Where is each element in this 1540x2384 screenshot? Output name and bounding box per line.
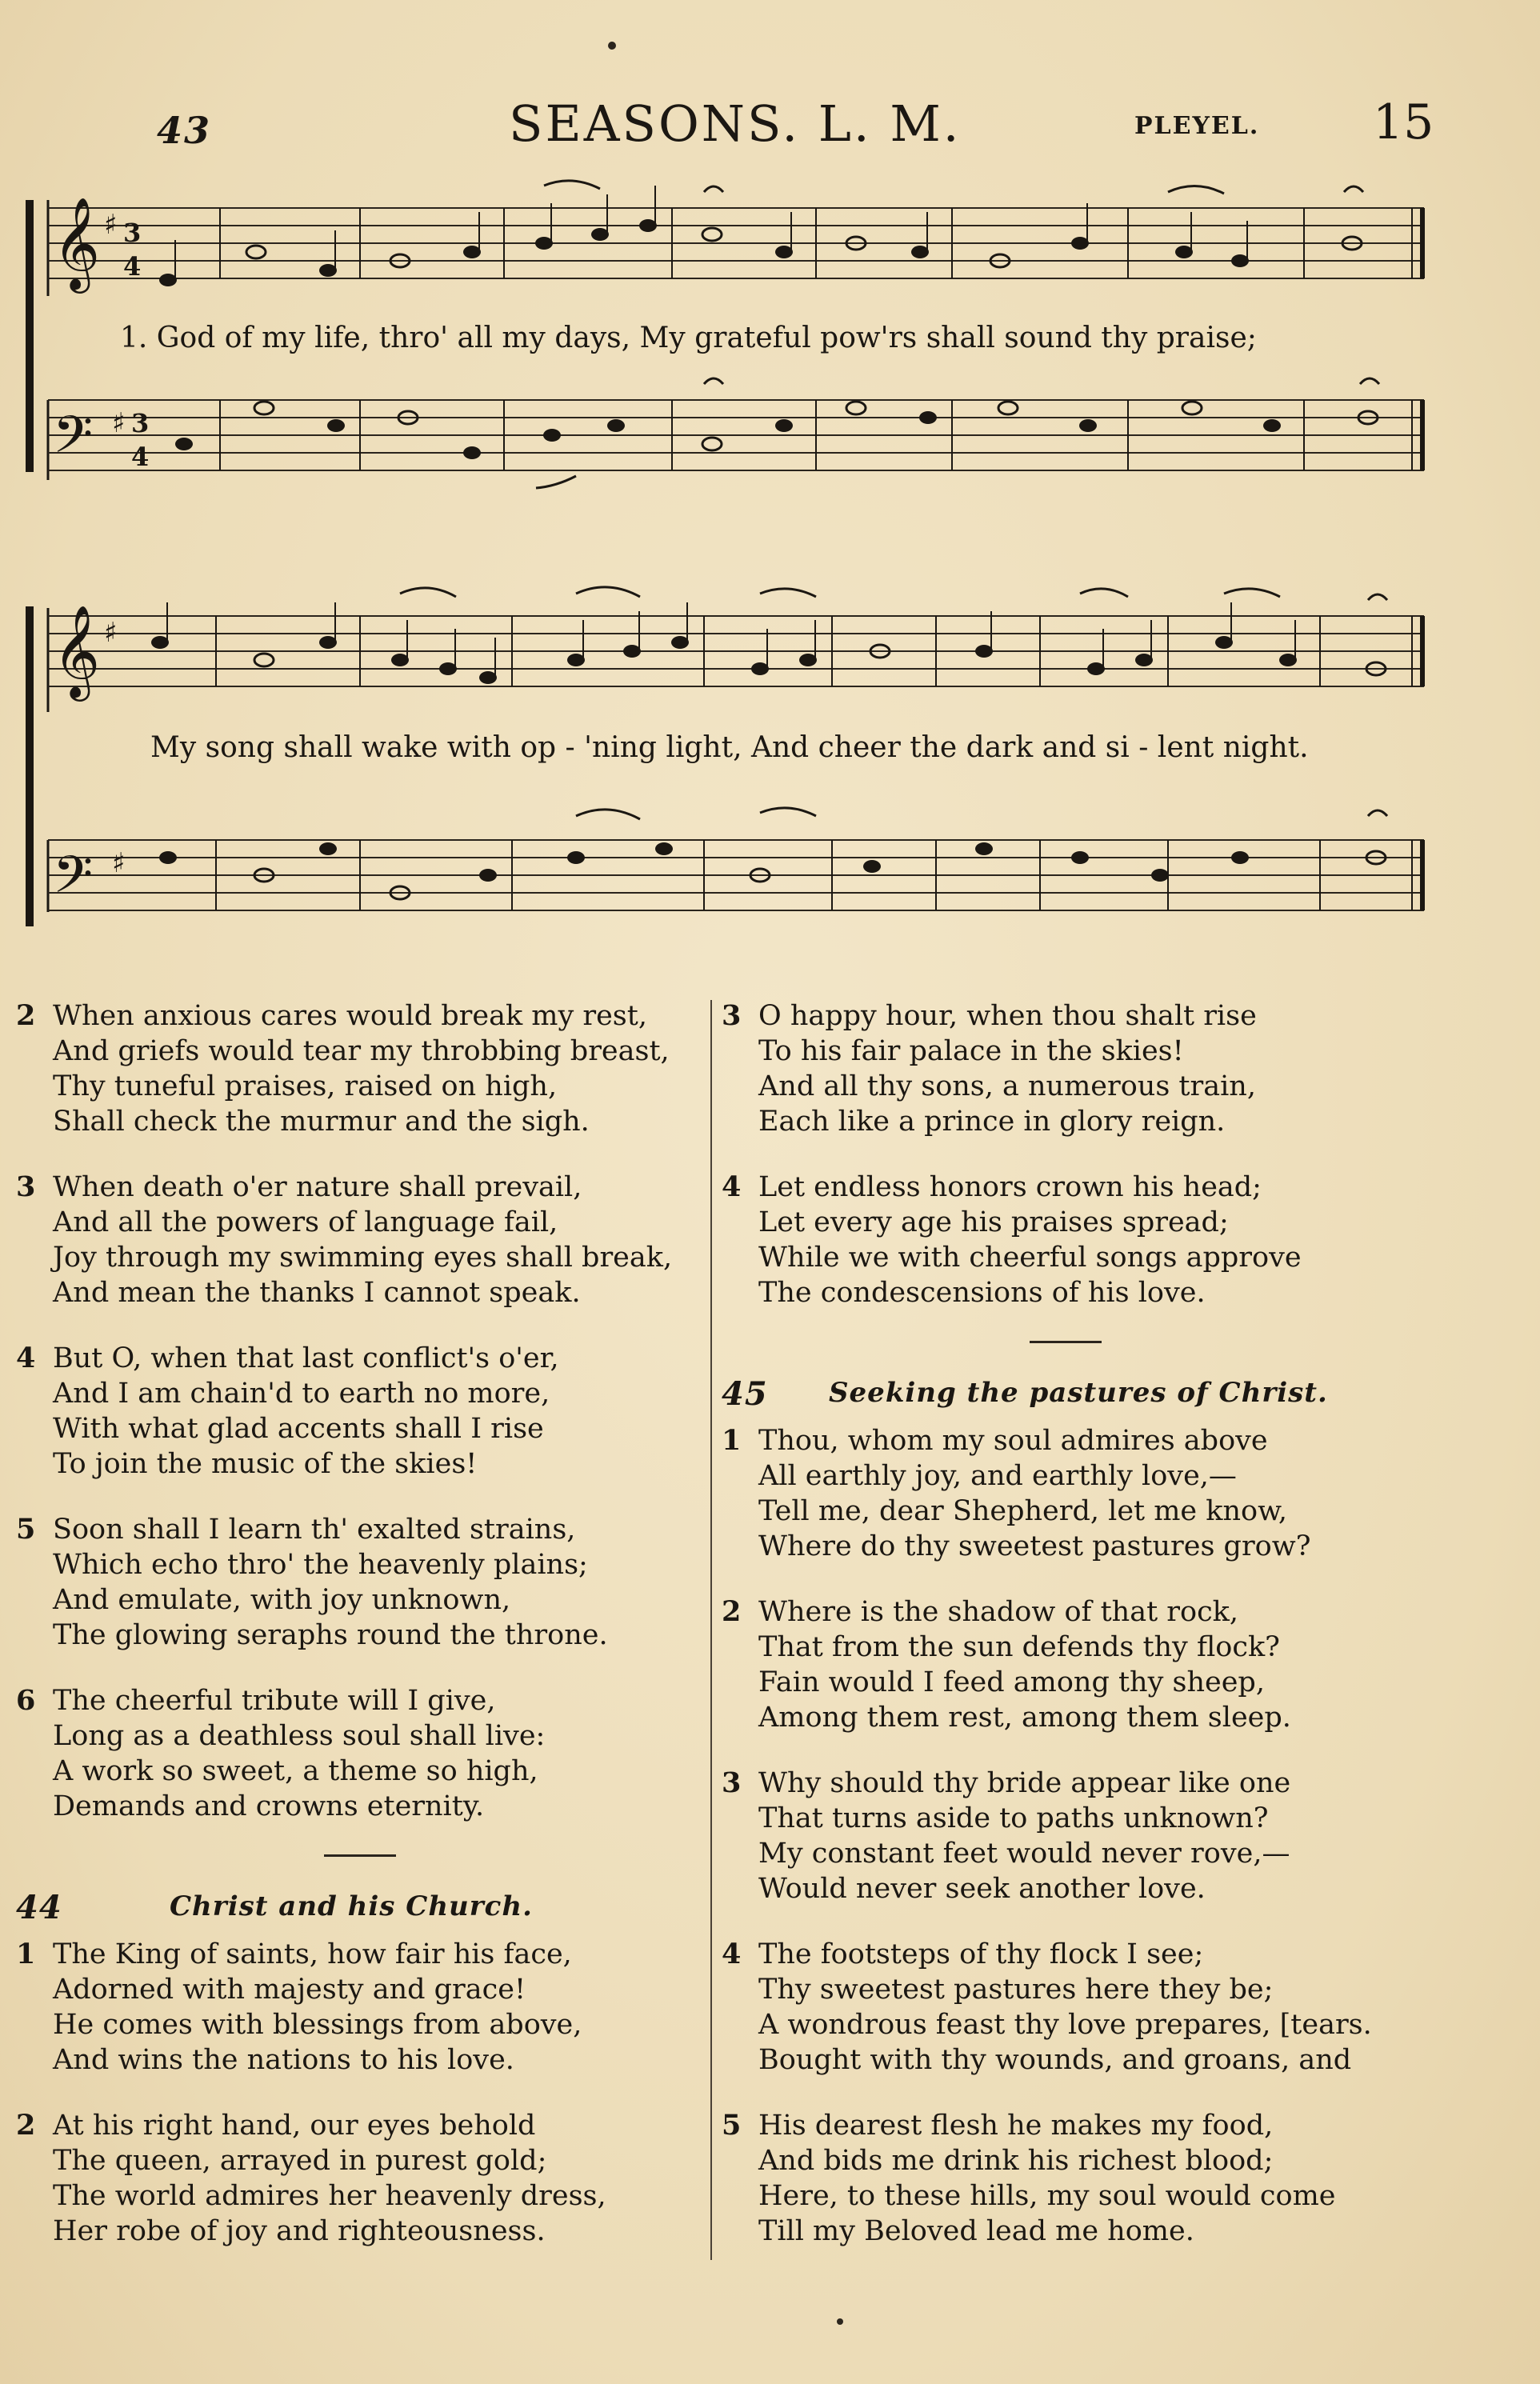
verse-line: He comes with blessings from above, (53, 2009, 582, 2041)
verse-line: Tell me, dear Shepherd, let me know, (758, 1495, 1288, 1527)
verse-line: A work so sweet, a theme so high, (53, 1755, 538, 1787)
verse-number: 3 (16, 1170, 36, 1203)
hymn43-verse-6 (16, 1683, 704, 1824)
hymn43-verse-3 (16, 1170, 704, 1310)
verse-line: And bids me drink his richest blood; (758, 2145, 1274, 2177)
verse-number: 6 (16, 1684, 36, 1717)
verse-line: Thy sweetest pastures here they be; (758, 1974, 1274, 2006)
verse-line: A wondrous feast thy love prepares, [tears. (758, 2009, 1372, 2041)
svg-text:𝄞: 𝄞 (53, 604, 101, 698)
svg-text:♯: ♯ (104, 617, 118, 649)
lyrics-line-1: 1. God of my life, thro' all my days, My grateful pow'rs shall sound thy praise; (120, 322, 1257, 354)
verse-line: And emulate, with joy unknown, (53, 1584, 511, 1616)
verse-number: 2 (16, 999, 36, 1032)
svg-text:4: 4 (123, 251, 142, 282)
tune-title: SEASONS. L. M. (509, 94, 962, 153)
verse-line: All earthly joy, and earthly love,— (758, 1460, 1237, 1492)
hymn45-title: Seeking the pastures of Christ. (829, 1377, 1328, 1409)
music-staves-2 (24, 576, 1432, 960)
verse-number: 1 (16, 1938, 36, 1970)
page-header (0, 94, 1540, 158)
music-system-1 (24, 168, 1432, 520)
hymn-number: 43 (157, 109, 212, 152)
verse-line: When anxious cares would break my rest, (53, 1000, 647, 1032)
verse-line: With what glad accents shall I rise (53, 1413, 544, 1445)
verse-number: 5 (722, 2109, 742, 2142)
verse-line: But O, when that last conflict's o'er, (53, 1342, 559, 1374)
verse-line: Joy through my swimming eyes shall break, (53, 1242, 673, 1274)
hymn43-verse-4 (16, 1341, 704, 1482)
verse-line: That turns aside to paths unknown? (758, 1802, 1269, 1834)
verse-line: The condescensions of his love. (758, 1277, 1206, 1309)
verse-line: The footsteps of thy flock I see; (758, 1938, 1204, 1970)
verse-line: And mean the thanks I cannot speak. (53, 1277, 581, 1309)
verse-line: And I am chain'd to earth no more, (53, 1378, 550, 1410)
verse-line: Till my Beloved lead me home. (758, 2215, 1194, 2247)
hymn45-verse-2 (722, 1594, 1410, 1735)
hymn-separator (1030, 1341, 1102, 1343)
print-speck (837, 2318, 843, 2325)
verse-line: While we with cheerful songs approve (758, 1242, 1302, 1274)
svg-text:𝄢: 𝄢 (53, 406, 94, 478)
left-column (16, 998, 704, 2279)
hymn43-verse-2 (16, 998, 704, 1139)
hymn45-verse-4 (722, 1937, 1410, 2078)
verse-line: Each like a prince in glory reign. (758, 1106, 1226, 1138)
hymn44-verse-2 (16, 2108, 704, 2249)
right-column (722, 998, 1410, 2279)
verse-number: 4 (16, 1342, 36, 1374)
verse-line: And all the powers of language fail, (53, 1206, 558, 1238)
svg-text:3: 3 (131, 408, 150, 438)
hymn-separator (324, 1854, 396, 1857)
verse-line: The cheerful tribute will I give, (53, 1685, 496, 1717)
verse-line: Demands and crowns eternity. (53, 1790, 485, 1822)
svg-text:4: 4 (131, 442, 150, 472)
verse-line: Where is the shadow of that rock, (758, 1596, 1239, 1628)
hymn44-number: 44 (16, 1889, 62, 1926)
verse-line: When death o'er nature shall prevail, (53, 1171, 582, 1203)
verse-line: To join the music of the skies! (53, 1448, 478, 1480)
verse-line: Here, to these hills, my soul would come (758, 2180, 1336, 2212)
verse-number: 3 (722, 1766, 742, 1799)
verse-line: Shall check the murmur and the sigh. (53, 1106, 590, 1138)
verse-line: The queen, arrayed in purest gold; (53, 2145, 547, 2177)
verse-line: Soon shall I learn th' exalted strains, (53, 1514, 576, 1546)
hymn43-verse-4-right (722, 1170, 1410, 1310)
verse-number: 2 (16, 2109, 36, 2142)
svg-text:𝄢: 𝄢 (53, 846, 94, 918)
verse-line: O happy hour, when thou shalt rise (758, 1000, 1257, 1032)
verse-line: The glowing seraphs round the throne. (53, 1619, 608, 1651)
verse-number: 4 (722, 1170, 742, 1203)
verse-line: And griefs would tear my throbbing breast, (53, 1035, 670, 1067)
verse-line: The world admires her heavenly dress, (53, 2180, 606, 2212)
column-divider (710, 1000, 712, 2260)
page-number: 15 (1373, 94, 1434, 150)
verse-number: 4 (722, 1938, 742, 1970)
svg-text:♯: ♯ (104, 209, 118, 241)
verse-line: Bought with thy wounds, and groans, and (758, 2044, 1352, 2076)
verse-number: 3 (722, 999, 742, 1032)
verse-number: 1 (722, 1424, 742, 1457)
hymn45-verse-5 (722, 2108, 1410, 2249)
hymn43-verse-5 (16, 1512, 704, 1653)
verse-line: His dearest flesh he makes my food, (758, 2110, 1274, 2142)
lyrics-line-2: My song shall wake with op - 'ning light, And cheer the dark and si - lent night. (150, 731, 1309, 764)
verse-line: That from the sun defends thy flock? (758, 1631, 1280, 1663)
verse-line: Where do thy sweetest pastures grow? (758, 1530, 1311, 1562)
verse-line: Let endless honors crown his head; (758, 1171, 1262, 1203)
composer-name: PLEYEL. (1134, 112, 1260, 140)
verse-line: At his right hand, our eyes behold (53, 2110, 536, 2142)
verse-line: Thou, whom my soul admires above (758, 1425, 1268, 1457)
hymn45-verse-1 (722, 1423, 1410, 1564)
verse-line: Which echo thro' the heavenly plains; (53, 1549, 588, 1581)
verse-line: The King of saints, how fair his face, (53, 1938, 572, 1970)
svg-text:𝄞: 𝄞 (53, 196, 101, 290)
verse-line: Would never seek another love. (758, 1873, 1206, 1905)
verse-number: 5 (16, 1513, 36, 1546)
verse-line: My constant feet would never rove,— (758, 1838, 1290, 1870)
hymn44-verse-1 (16, 1937, 704, 2078)
hymn45-verse-3 (722, 1766, 1410, 1906)
verse-line: To his fair palace in the skies! (758, 1035, 1184, 1067)
hymn44-heading (16, 1889, 704, 1927)
verse-line: Let every age his praises spread; (758, 1206, 1229, 1238)
hymn43-verse-3-right (722, 998, 1410, 1139)
music-system-2 (24, 576, 1432, 960)
svg-text:3: 3 (123, 218, 142, 248)
verse-line: And wins the nations to his love. (53, 2044, 514, 2076)
verse-line: Her robe of joy and righteousness. (53, 2215, 546, 2247)
hymn45-heading (722, 1375, 1410, 1414)
print-speck (608, 42, 616, 50)
hymn45-number: 45 (722, 1375, 768, 1413)
verse-line: Adorned with majesty and grace! (53, 1974, 526, 2006)
verse-line: Why should thy bride appear like one (758, 1767, 1291, 1799)
verse-line: Thy tuneful praises, raised on high, (53, 1070, 558, 1102)
verse-line: Among them rest, among them sleep. (758, 1702, 1291, 1734)
verse-line: Long as a deathless soul shall live: (53, 1720, 546, 1752)
svg-text:♯: ♯ (112, 407, 126, 439)
svg-text:♯: ♯ (112, 847, 126, 879)
verse-line: Fain would I feed among thy sheep, (758, 1666, 1265, 1698)
hymn44-title: Christ and his Church. (170, 1890, 533, 1922)
verse-number: 2 (722, 1595, 742, 1628)
verse-line: And all thy sons, a numerous train, (758, 1070, 1256, 1102)
